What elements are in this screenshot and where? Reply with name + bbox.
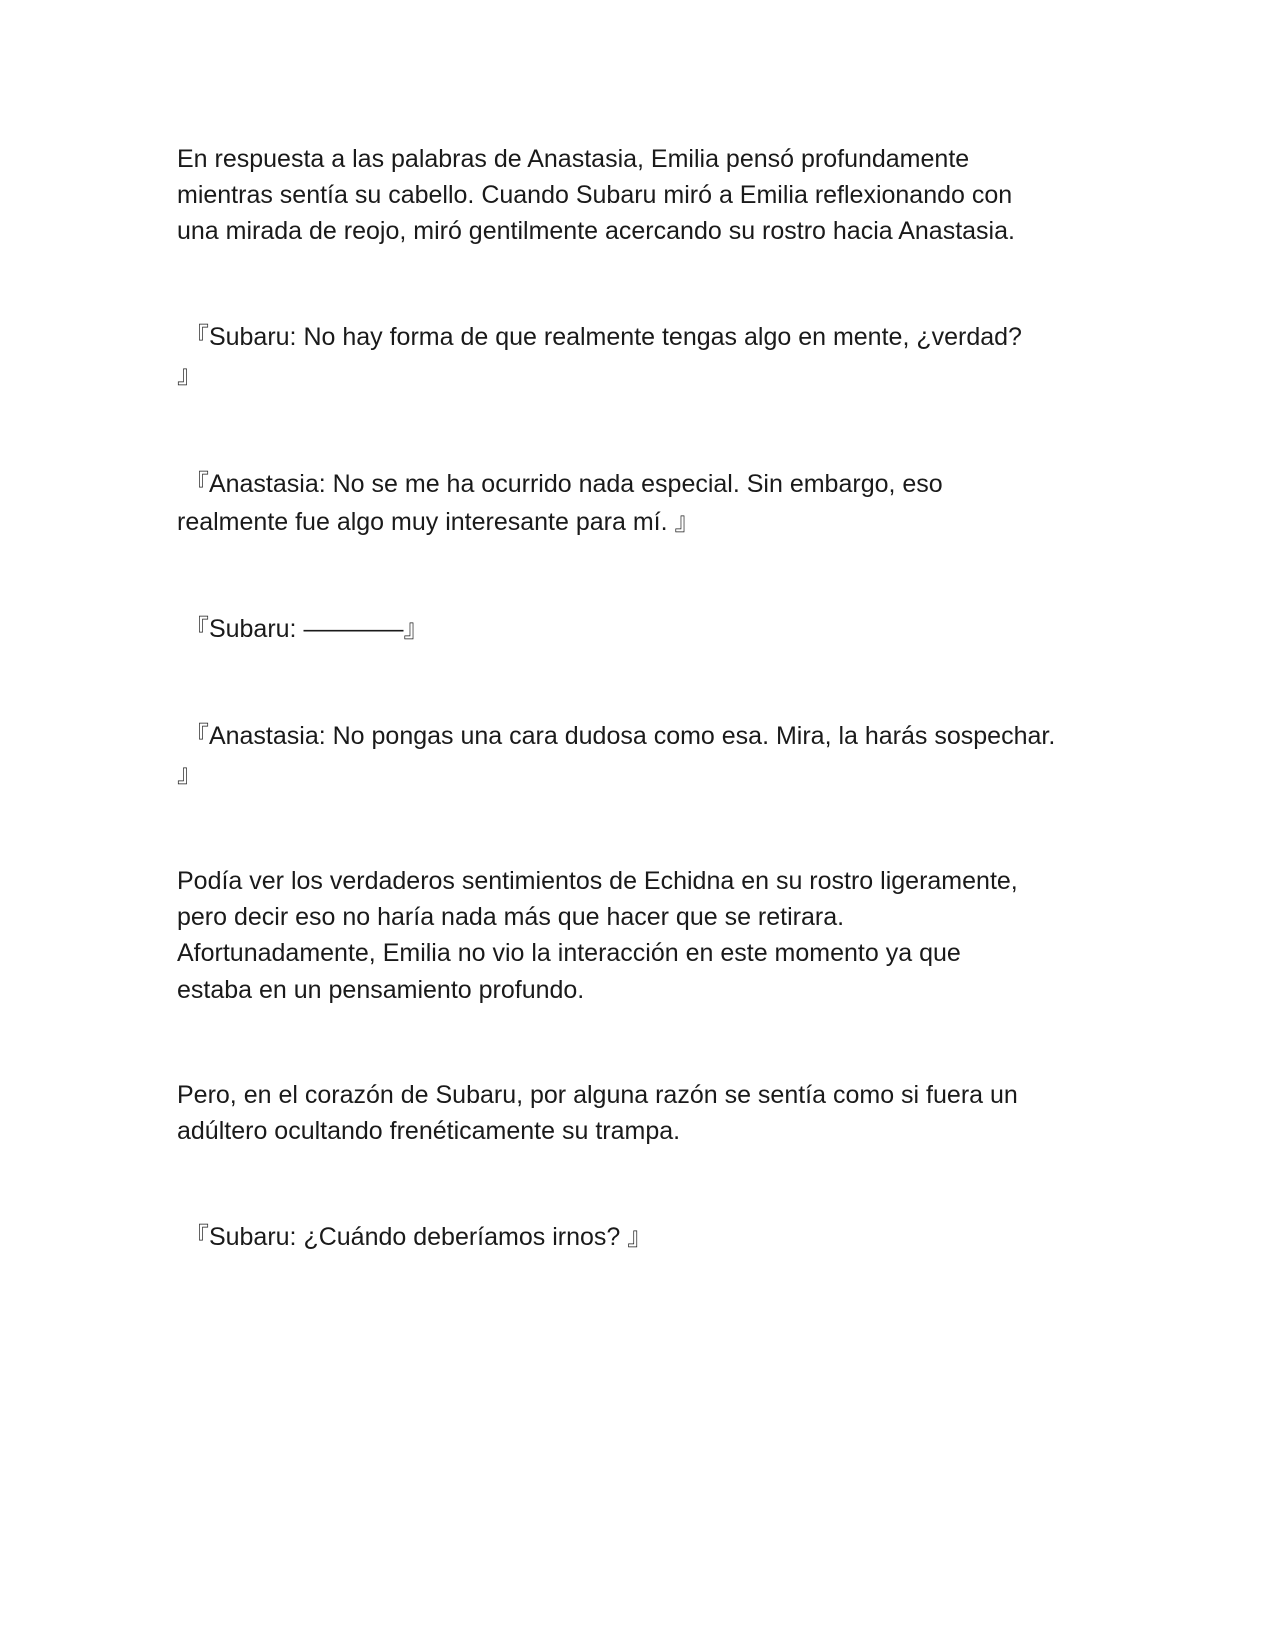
paragraph-line: adúltero ocultando frenéticamente su trampa. <box>177 1117 681 1145</box>
dialogue-line: 『Anastasia: No pongas una cara dudosa como esa. Mira, la harás sospechar. <box>177 722 1056 750</box>
dialogue-line: 『Subaru: ————』 <box>177 615 429 643</box>
paragraph-line: Pero, en el corazón de Subaru, por alguna razón se sentía como si fuera un <box>177 1081 1018 1109</box>
dialogue-line: 『Subaru: ¿Cuándo deberíamos irnos? 』 <box>177 1223 653 1251</box>
paragraph-line: estaba en un pensamiento profundo. <box>177 976 585 1004</box>
paragraph-line: pero decir eso no haría nada más que hacer que se retirara. <box>177 903 845 931</box>
dialogue-line: 『Subaru: No hay forma de que realmente tengas algo en mente, ¿verdad? <box>177 323 1022 351</box>
dialogue-line: 』 <box>177 361 203 389</box>
paragraph-line: una mirada de reojo, miró gentilmente acercando su rostro hacia Anastasia. <box>177 217 1015 245</box>
paragraph-line: Afortunadamente, Emilia no vio la interacción en este momento ya que <box>177 939 961 967</box>
dialogue-line: realmente fue algo muy interesante para mí. 』 <box>177 508 700 536</box>
dialogue-line: 『Anastasia: No se me ha ocurrido nada especial. Sin embargo, eso <box>177 470 943 498</box>
paragraph-line: mientras sentía su cabello. Cuando Subaru miró a Emilia reflexionando con <box>177 181 1013 209</box>
paragraph-line: Podía ver los verdaderos sentimientos de Echidna en su rostro ligeramente, <box>177 867 1018 895</box>
paragraph-line: En respuesta a las palabras de Anastasia, Emilia pensó profundamente <box>177 145 970 173</box>
dialogue-line: 』 <box>177 760 203 788</box>
